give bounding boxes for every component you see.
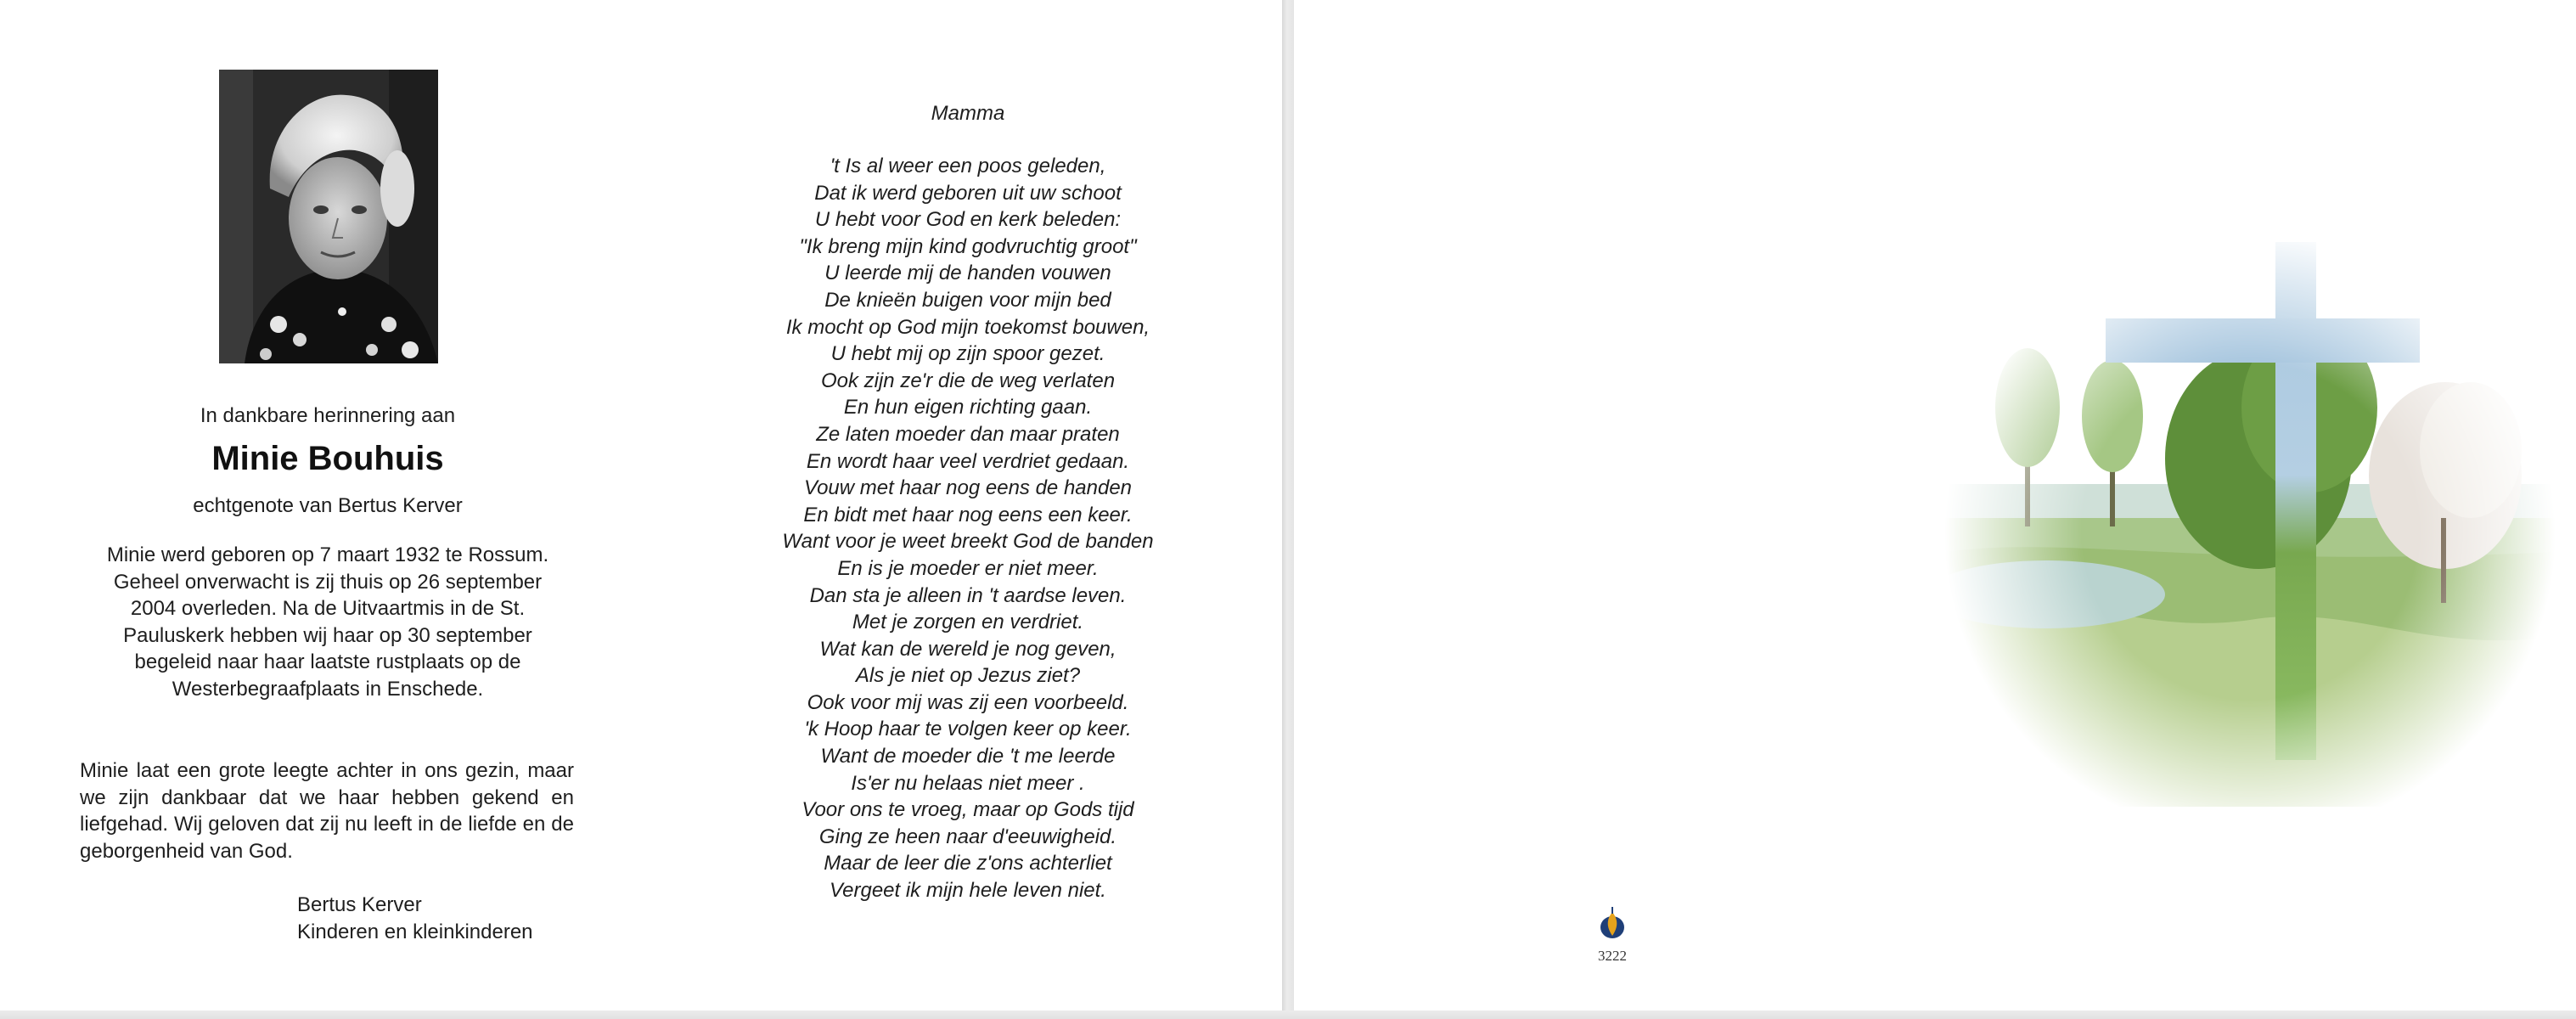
publisher-logo-icon <box>1598 907 1627 941</box>
poem-line: Voor ons te vroeg, maar op Gods tijd <box>801 798 1134 822</box>
bio-line: 2004 overleden. Na de Uitvaartmis in de St. <box>130 597 526 620</box>
signature-line: Kinderen en kleinkinderen <box>297 920 533 943</box>
poem-line: Maar de leer die z'ons achterliet <box>824 852 1112 875</box>
poem-line: Want voor je weet breekt God de banden <box>782 530 1154 554</box>
poem <box>730 153 1206 904</box>
bio-line: Geheel onverwacht is zij thuis op 26 september <box>113 570 543 594</box>
bio-line: Westerbegraafplaats in Enschede. <box>172 677 484 701</box>
poem-line: U hebt mij op zijn spoor gezet. <box>830 342 1105 366</box>
poem-line: Vouw met haar nog eens de handen <box>803 476 1133 500</box>
poem-title: Mamma <box>931 102 1005 125</box>
card-fold <box>1282 0 1294 1019</box>
bio-line: begeleid naar haar laatste rustplaats op de <box>134 650 521 673</box>
poem-line: "Ik breng mijn kind godvruchtig groot" <box>799 234 1137 258</box>
poem-line: De knieën buigen voor mijn bed <box>824 288 1111 312</box>
card-bottom-edge <box>0 1011 2576 1019</box>
print-code: 3222 <box>1598 948 1627 964</box>
poem-line: Want de moeder die 't me leerde <box>820 745 1116 768</box>
poem-line: Ging ze heen naar d'eeuwigheid. <box>818 825 1117 848</box>
poem-line: 't Is al weer een poos geleden, <box>830 155 1106 177</box>
bio-line: Pauluskerk hebben wij haar op 30 september <box>123 623 532 647</box>
deceased-name: Minie Bouhuis <box>211 440 444 477</box>
bio-line: Minie werd geboren op 7 maart 1932 te Rossum. <box>106 543 549 566</box>
poem-line: Ook zijn ze'r die de weg verlaten <box>820 369 1116 392</box>
signature-line: Bertus Kerver <box>297 893 422 916</box>
spouse-line: echtgenote van Bertus Kerver <box>193 494 463 517</box>
poem-line: Wat kan de wereld je nog geven, <box>819 637 1116 661</box>
tribute-paragraph: Minie laat een grote leegte achter in ons gezin, maar we zijn dankbaar dat we haar hebben gekend en liefgehad. Wij geloven dat zij nu leeft in de liefde en de geborgenheid van God. <box>80 759 574 863</box>
poem-line: Dat ik werd geboren uit uw schoot <box>814 181 1122 205</box>
poem-line: 'k Hoop haar te volgen keer op keer. <box>804 718 1132 741</box>
poem-line: Vergeet ik mijn hele leven niet. <box>830 879 1106 903</box>
left-page <box>0 0 1284 1012</box>
poem-line: Ook voor mij was zij een voorbeeld. <box>807 690 1129 714</box>
poem-line: Is'er nu helaas niet meer . <box>851 771 1085 795</box>
poem-line: Met je zorgen en verdriet. <box>852 611 1084 634</box>
biography <box>71 542 584 702</box>
poem-line: En hun eigen richting gaan. <box>843 396 1093 419</box>
poem-line: En is je moeder er niet meer. <box>837 556 1099 580</box>
poem-line: En wordt haar veel verdriet gedaan. <box>806 449 1130 473</box>
poem-line: Dan sta je alleen in 't aardse leven. <box>809 583 1127 607</box>
cross-landscape-image <box>1944 195 2556 807</box>
poem-line: U leerde mij de handen vouwen <box>824 262 1111 285</box>
poem-line: U hebt voor God en kerk beleden: <box>814 208 1122 232</box>
poem-line: Ze laten moeder dan maar praten <box>816 422 1120 446</box>
poem-line: Ik mocht op God mijn toekomst bouwen, <box>785 315 1150 339</box>
poem-line: En bidt met haar nog eens een keer. <box>803 503 1133 526</box>
intro-text: In dankbare herinnering aan <box>200 404 456 427</box>
signature <box>297 892 533 946</box>
portrait-photo <box>219 70 438 363</box>
poem-line: Als je niet op Jezus ziet? <box>855 664 1081 688</box>
